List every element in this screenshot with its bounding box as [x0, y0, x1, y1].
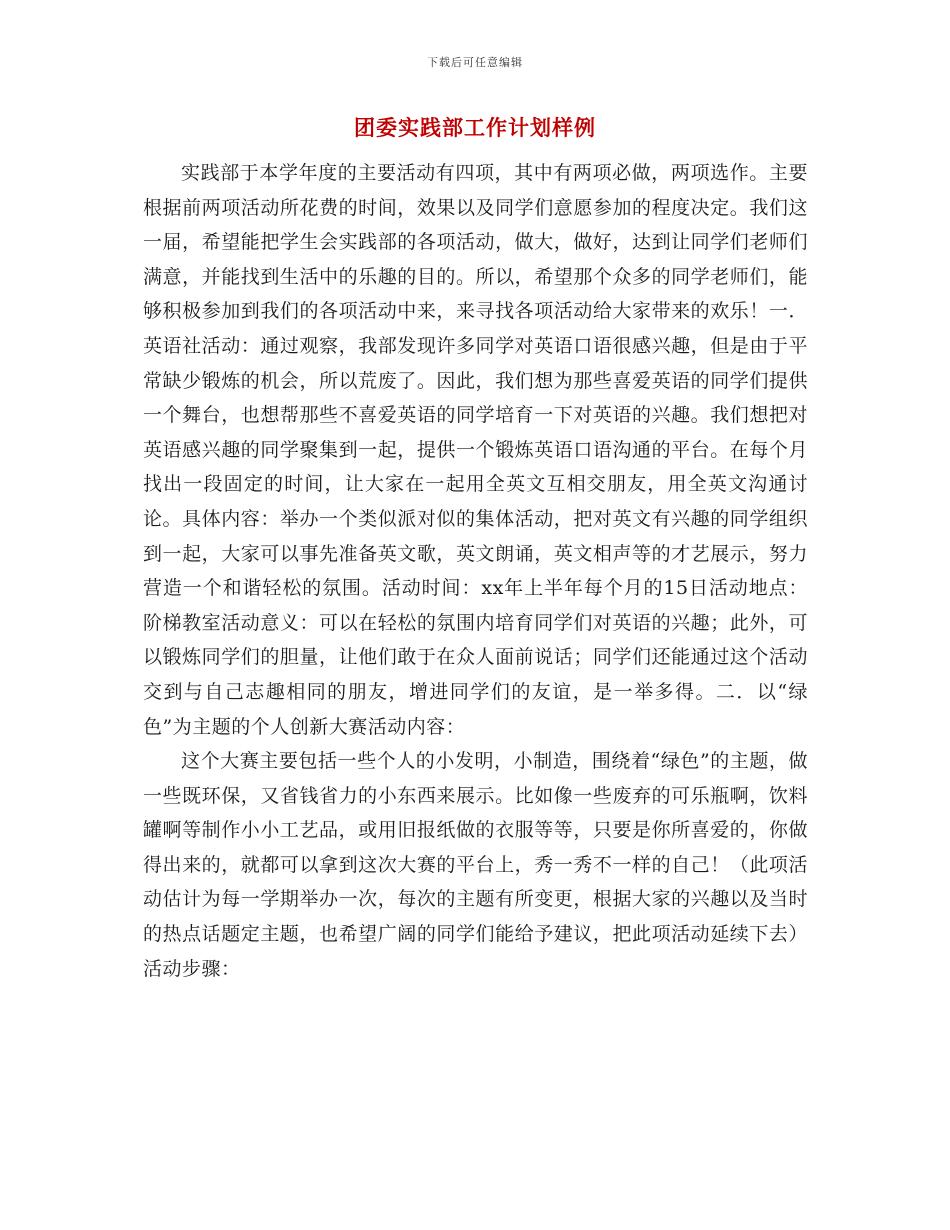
body-paragraph-2: 这个大赛主要包括一些个人的小发明，小制造，围绕着“绿色”的主题，做一些既环保，又省钱省力的小东西来展示。比如像一些废弃的可乐瓶啊，饮料罐啊等制作小小工艺品，或用旧报纸做的衣服等等，只要是你所喜爱的，你做得出来的，就都可以拿到这次大赛的平台上，秀一秀不一样的自己！（此项活动估计为每一学期举办一次，每次的主题有所变更，根据大家的兴趣以及当时的热点话题定主题，也希望广阔的同学们能给予建议，把此项活动延续下去）活动步骤：	[143, 750, 808, 980]
document-body	[143, 156, 808, 986]
page-header-note: 下载后可任意编辑	[427, 56, 523, 69]
body-paragraph-1: 实践部于本学年度的主要活动有四项，其中有两项必做，两项选作。主要根据前两项活动所花费的时间，效果以及同学们意愿参加的程度决定。我们这一届，希望能把学生会实践部的各项活动，做大，做好，达到让同学们老师们满意，并能找到生活中的乐趣的目的。所以，希望那个众多的同学老师们，能够积极参加到我们的各项活动中来，来寻找各项活动给大家带来的欢乐！一．英语社活动：通过观察，我部发现许多同学对英语口语很感兴趣，但是由于平常缺少锻炼的机会，所以荒废了。因此，我们想为那些喜爱英语的同学们提供一个舞台，也想帮那些不喜爱英语的同学培育一下对英语的兴趣。我们想把对英语感兴趣的同学聚集到一起，提供一个锻炼英语口语沟通的平台。在每个月找出一段固定的时间，让大家在一起用全英文互相交朋友，用全英文沟通讨论。具体内容：举办一个类似派对似的集体活动，把对英文有兴趣的同学组织到一起，大家可以事先准备英文歌，英文朗诵，英文相声等的才艺展示，努力营造一个和谐轻松的氛围。活动时间：xx年上半年每个月的15日活动地点：阶梯教室活动意义：可以在轻松的氛围内培育同学们对英语的兴趣；此外，可以锻炼同学们的胆量，让他们敢于在众人面前说话；同学们还能通过这个活动交到与自己志趣相同的朋友，增进同学们的友谊，是一举多得。二．以“绿色”为主题的个人创新大赛活动内容：	[143, 162, 808, 738]
document-title: 团委实践部工作计划样例	[354, 115, 596, 140]
